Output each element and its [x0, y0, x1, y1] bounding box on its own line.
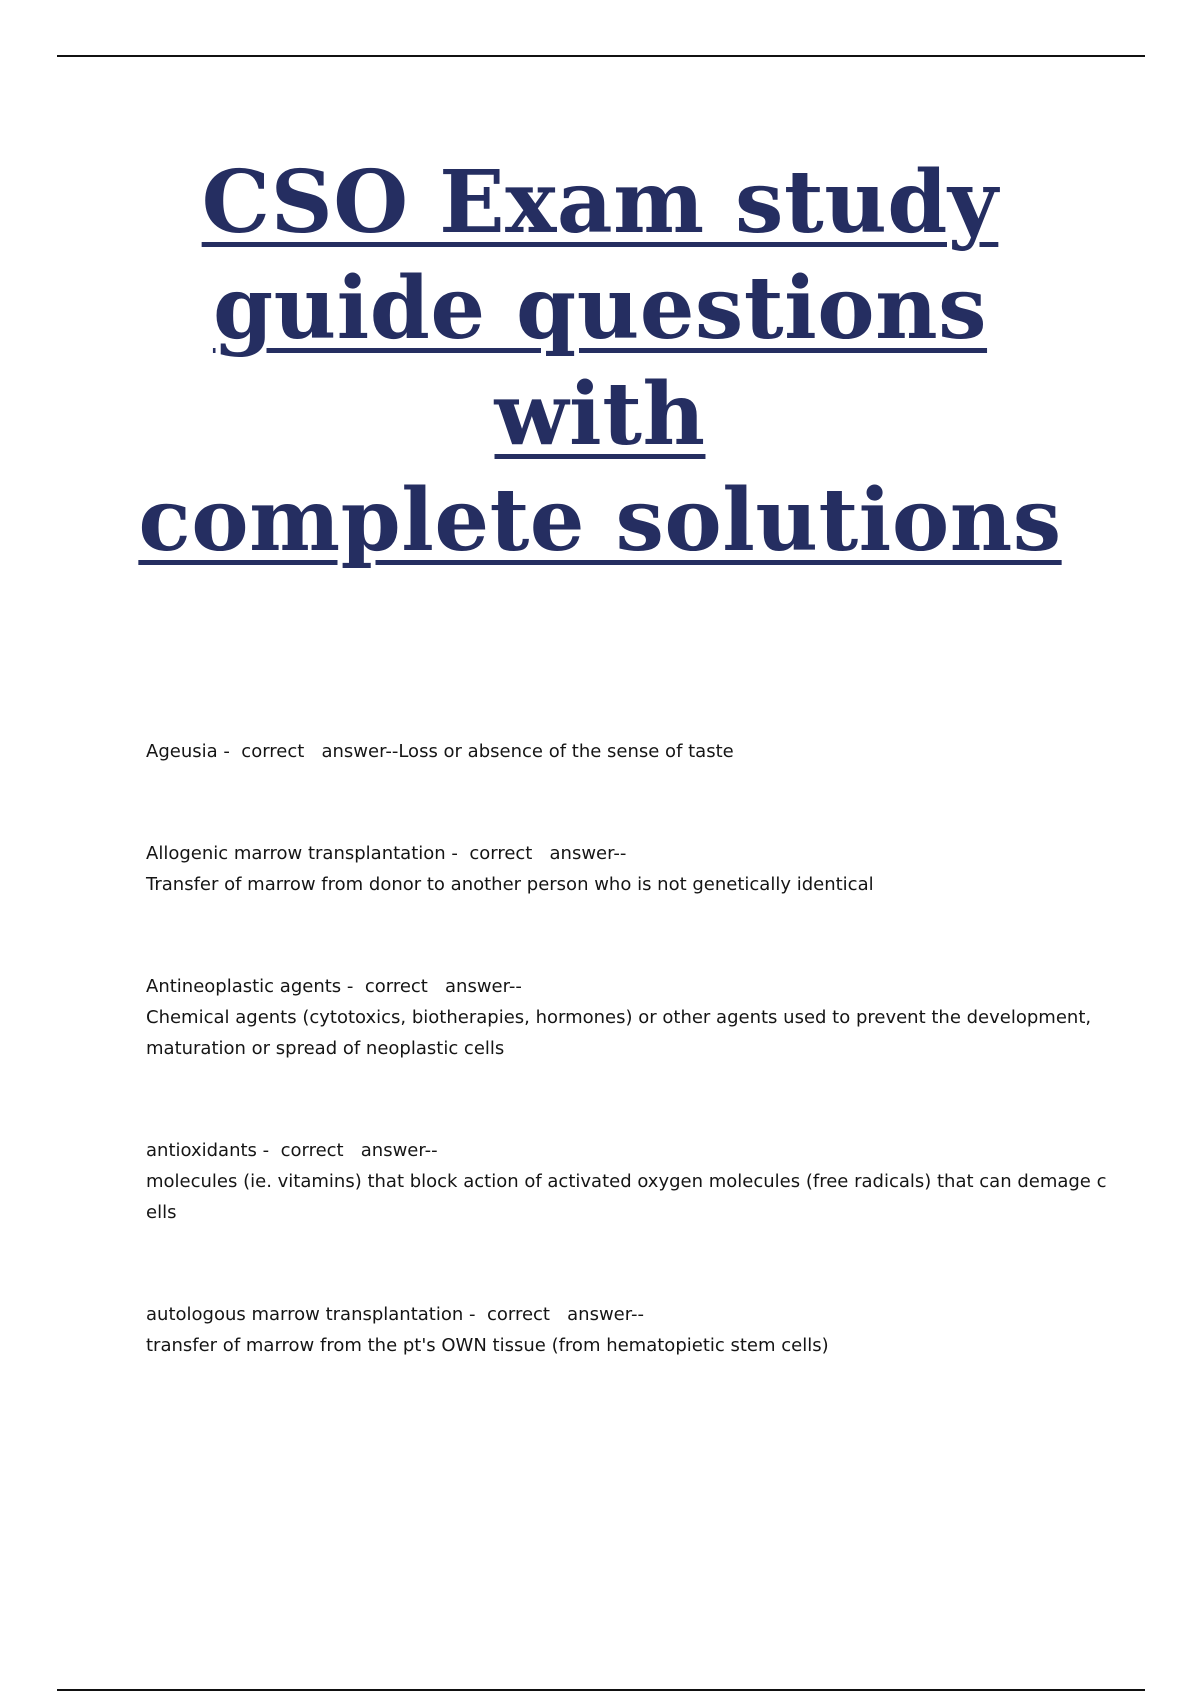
term: Allogenic marrow transplantation — [146, 843, 446, 864]
definition — [146, 1330, 1106, 1361]
term-line — [146, 838, 1106, 869]
qa-entry — [146, 736, 1106, 767]
answer-marker: - correct answer-- — [445, 843, 627, 864]
qa-entry — [146, 1299, 1106, 1361]
definition — [146, 1002, 1106, 1064]
qa-entry — [146, 971, 1106, 1064]
definition-line: transfer of marrow from the pt's OWN tissue (from hematopietic stem cells) — [146, 1335, 829, 1356]
term: Ageusia — [146, 741, 218, 762]
term-line — [146, 1299, 1106, 1330]
qa-entry — [146, 1135, 1106, 1228]
qa-entries — [146, 736, 1106, 1432]
definition-line: ells — [146, 1202, 177, 1223]
bottom-rule — [57, 1689, 1145, 1691]
term: antioxidants — [146, 1140, 257, 1161]
document-title — [100, 150, 1100, 574]
term: autologous marrow transplantation — [146, 1304, 464, 1325]
definition-line: molecules (ie. vitamins) that block action of activated oxygen molecules (free radicals) that can demage c — [146, 1171, 1107, 1192]
term: Antineoplastic agents — [146, 976, 342, 997]
qa-entry — [146, 838, 1106, 900]
definition — [146, 1166, 1106, 1228]
answer-marker: - correct answer-- — [256, 1140, 438, 1161]
definition-line: Chemical agents (cytotoxics, biotherapies, hormones) or other agents used to prevent the development, — [146, 1007, 1092, 1028]
answer-marker: - correct answer-- — [463, 1304, 644, 1325]
term-line — [146, 736, 1106, 767]
term-line — [146, 971, 1106, 1002]
answer-marker: - correct answer-- — [341, 976, 522, 997]
answer-marker: - correct answer-- — [217, 741, 399, 762]
title-line: guide questions with — [212, 258, 988, 465]
definition — [146, 869, 1106, 900]
title-line: CSO Exam study — [201, 152, 999, 253]
definition-line: maturation or spread of neoplastic cells — [146, 1038, 505, 1059]
term-line — [146, 1135, 1106, 1166]
inline-definition: Loss or absence of the sense of taste — [398, 741, 734, 762]
top-rule — [57, 55, 1145, 57]
definition-line: Transfer of marrow from donor to another person who is not genetically identical — [146, 874, 874, 895]
title-line: complete solutions — [138, 470, 1062, 571]
